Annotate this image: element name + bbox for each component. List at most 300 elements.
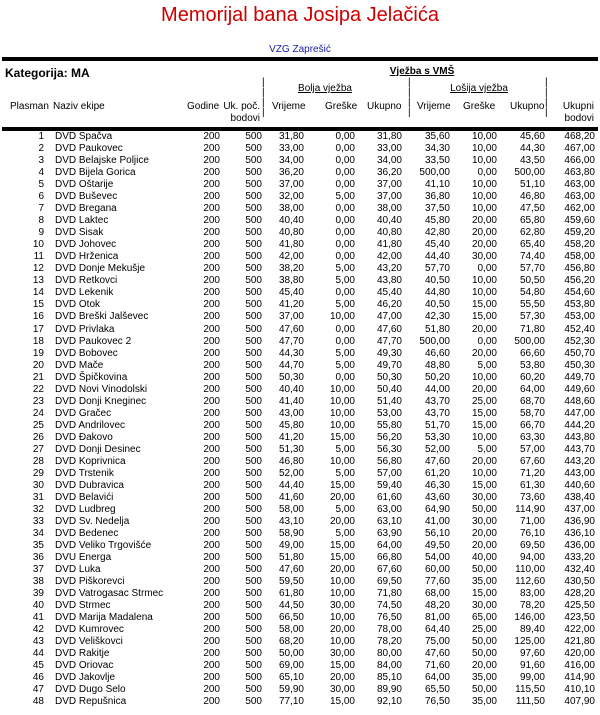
table-row <box>0 179 600 191</box>
cell-total-points: 433,20 <box>564 552 595 564</box>
cell-team-name: DVD Belavići <box>55 491 114 503</box>
col-header-better-vrijeme: Vrijeme <box>272 101 306 112</box>
cell-worse-time: 33,50 <box>424 155 450 167</box>
cell-team-name: DVD Paukovec <box>55 143 123 155</box>
table-row <box>0 299 600 311</box>
cell-total-points: 463,80 <box>564 167 595 179</box>
cell-start-points: 500 <box>245 419 262 431</box>
cell-worse-total: 112,60 <box>515 576 545 588</box>
cell-worse-faults: 20,00 <box>471 347 497 359</box>
col-header-better-greske: Greške <box>325 101 358 112</box>
cell-worse-faults: 35,00 <box>471 576 497 588</box>
cell-better-total: 50,40 <box>376 383 402 395</box>
cell-better-time: 40,80 <box>278 227 304 239</box>
cell-years: 200 <box>203 131 220 142</box>
cell-worse-faults: 15,00 <box>471 588 497 600</box>
cell-worse-total: 57,00 <box>519 443 545 455</box>
cell-better-faults: 0,00 <box>335 371 355 383</box>
column-separator: | | | | <box>408 77 411 118</box>
cell-total-points: 438,40 <box>564 491 595 503</box>
cell-worse-total: 114,90 <box>515 503 545 515</box>
cell-total-points: 440,60 <box>564 479 595 491</box>
cell-team-name: DVD Johovec <box>55 239 117 251</box>
cell-better-total: 56,20 <box>376 431 402 443</box>
cell-total-points: 420,00 <box>564 648 595 660</box>
cell-total-points: 467,00 <box>564 143 595 155</box>
cell-worse-total: 50,50 <box>519 275 545 287</box>
group-header: Vježba s VMŠ <box>389 66 455 77</box>
cell-start-points: 500 <box>245 179 262 191</box>
cell-better-time: 51,30 <box>278 443 304 455</box>
cell-total-points: 453,80 <box>564 299 595 311</box>
cell-better-faults: 10,00 <box>329 455 355 467</box>
cell-years: 200 <box>203 540 220 552</box>
cell-worse-total: 69,50 <box>519 540 545 552</box>
cell-better-time: 43,10 <box>278 516 304 527</box>
cell-total-points: 458,00 <box>564 251 595 263</box>
cell-team-name: DVD Luka <box>55 564 101 576</box>
cell-worse-time: 34,30 <box>424 143 450 155</box>
cell-start-points: 500 <box>245 576 262 588</box>
col-header-ukupni: Ukupni <box>562 101 594 112</box>
cell-worse-time: 71,60 <box>424 660 450 672</box>
cell-worse-faults: 35,00 <box>471 696 497 708</box>
col-header-ukupni-2: bodovi <box>564 113 594 124</box>
cell-worse-time: 47,60 <box>424 455 450 467</box>
cell-team-name: DVD Laktec <box>55 215 109 227</box>
cell-worse-time: 64,40 <box>424 624 450 636</box>
cell-years: 200 <box>203 600 220 612</box>
cell-better-total: 31,80 <box>376 131 402 142</box>
cell-better-time: 52,00 <box>278 467 304 479</box>
cell-worse-total: 43,50 <box>519 155 545 167</box>
cell-years: 200 <box>203 155 220 167</box>
cell-team-name: DVD Dugo Selo <box>55 684 126 696</box>
table-row <box>0 372 600 384</box>
cell-rank: 17 <box>32 323 44 335</box>
organizer-link[interactable]: VZG Zaprešić <box>269 44 331 55</box>
cell-total-points: 450,30 <box>564 359 595 371</box>
cell-years: 200 <box>203 576 220 588</box>
cell-worse-faults: 20,00 <box>471 540 497 552</box>
cell-start-points: 500 <box>245 131 262 142</box>
cell-start-points: 500 <box>245 443 262 455</box>
cell-team-name: DVD Dubravica <box>55 479 124 491</box>
cell-total-points: 449,60 <box>564 383 595 395</box>
cell-better-total: 80,00 <box>376 648 402 660</box>
cell-team-name: DVD Veliko Trgovišće <box>55 540 152 552</box>
cell-rank: 27 <box>32 443 44 455</box>
cell-team-name: DVD Sv. Nedelja <box>55 516 130 527</box>
cell-worse-total: 83,00 <box>519 588 545 600</box>
cell-total-points: 456,20 <box>564 275 595 287</box>
cell-start-points: 500 <box>245 564 262 576</box>
cell-better-faults: 0,00 <box>335 227 355 239</box>
cell-better-faults: 0,00 <box>335 239 355 251</box>
cell-better-faults: 0,00 <box>335 131 355 142</box>
cell-better-total: 33,00 <box>376 143 402 155</box>
table-row <box>0 432 600 444</box>
table-row <box>0 600 600 612</box>
cell-total-points: 466,00 <box>564 155 595 167</box>
table-row <box>0 384 600 396</box>
cell-better-total: 85,10 <box>376 672 402 684</box>
cell-worse-time: 49,50 <box>424 540 450 552</box>
better-exercise-header: Bolja vježba <box>298 83 352 94</box>
cell-worse-total: 55,50 <box>519 299 545 311</box>
cell-better-total: 45,40 <box>376 287 402 299</box>
table-row <box>0 143 600 155</box>
table-row <box>0 396 600 408</box>
cell-start-points: 500 <box>245 648 262 660</box>
cell-worse-time: 37,50 <box>424 203 450 215</box>
cell-better-total: 46,20 <box>376 299 402 311</box>
cell-years: 200 <box>203 612 220 624</box>
cell-start-points: 500 <box>245 239 262 251</box>
cell-team-name: DVD Marija Madalena <box>55 612 153 624</box>
cell-start-points: 500 <box>245 696 262 708</box>
cell-better-total: 63,10 <box>376 516 402 527</box>
cell-start-points: 500 <box>245 323 262 335</box>
cell-rank: 21 <box>32 371 44 383</box>
table-row <box>0 456 600 468</box>
cell-worse-total: 76,10 <box>519 528 545 540</box>
cell-better-total: 49,70 <box>376 359 402 371</box>
cell-better-time: 41,20 <box>278 299 304 311</box>
cell-years: 200 <box>203 564 220 576</box>
cell-worse-time: 56,10 <box>424 528 450 540</box>
cell-worse-faults: 0,00 <box>477 335 497 347</box>
cell-years: 200 <box>203 672 220 684</box>
cell-total-points: 463,00 <box>564 179 595 191</box>
cell-team-name: DVD Gračec <box>55 407 112 419</box>
cell-better-total: 40,80 <box>376 227 402 239</box>
cell-worse-faults: 10,00 <box>471 203 497 215</box>
cell-years: 200 <box>203 479 220 491</box>
table-row <box>0 227 600 239</box>
cell-better-faults: 15,00 <box>329 660 355 672</box>
cell-worse-time: 64,90 <box>424 503 450 515</box>
cell-better-time: 59,90 <box>278 684 304 696</box>
table-row <box>0 516 600 528</box>
cell-worse-time: 48,20 <box>424 600 450 612</box>
cell-worse-faults: 5,00 <box>477 443 497 455</box>
cell-total-points: 456,80 <box>564 263 595 275</box>
cell-start-points: 500 <box>245 636 262 648</box>
table-row <box>0 492 600 504</box>
cell-better-faults: 30,00 <box>329 600 355 612</box>
cell-better-faults: 20,00 <box>329 491 355 503</box>
cell-better-total: 63,00 <box>376 503 402 515</box>
cell-better-faults: 15,00 <box>329 552 355 564</box>
cell-worse-total: 54,80 <box>519 287 545 299</box>
cell-worse-time: 42,80 <box>424 227 450 239</box>
cell-start-points: 500 <box>245 155 262 167</box>
cell-rank: 8 <box>38 215 44 227</box>
cell-years: 200 <box>203 347 220 359</box>
cell-worse-time: 44,80 <box>424 287 450 299</box>
cell-start-points: 500 <box>245 383 262 395</box>
cell-start-points: 500 <box>245 552 262 564</box>
cell-better-faults: 0,00 <box>335 287 355 299</box>
cell-better-faults: 0,00 <box>335 251 355 263</box>
cell-better-time: 49,00 <box>278 540 304 552</box>
cell-rank: 30 <box>32 479 44 491</box>
cell-better-total: 84,00 <box>376 660 402 672</box>
cell-worse-time: 43,60 <box>424 491 450 503</box>
cell-better-time: 68,20 <box>278 636 304 648</box>
cell-rank: 19 <box>32 347 44 359</box>
table-row <box>0 348 600 360</box>
cell-years: 200 <box>203 467 220 479</box>
cell-worse-faults: 20,00 <box>471 660 497 672</box>
table-row <box>0 275 600 287</box>
cell-years: 200 <box>203 167 220 179</box>
cell-better-faults: 20,00 <box>329 516 355 527</box>
cell-worse-total: 68,70 <box>519 395 545 407</box>
cell-better-faults: 20,00 <box>329 624 355 636</box>
cell-start-points: 500 <box>245 167 262 179</box>
cell-team-name: DVD Donje Mekušje <box>55 263 146 275</box>
cell-better-total: 42,00 <box>376 251 402 263</box>
cell-team-name: DVD Piškorevci <box>55 576 125 588</box>
cell-worse-time: 36,80 <box>424 191 450 203</box>
cell-years: 200 <box>203 143 220 155</box>
cell-rank: 6 <box>38 191 44 203</box>
cell-better-faults: 10,00 <box>329 395 355 407</box>
cell-worse-time: 47,60 <box>424 648 450 660</box>
cell-better-time: 46,80 <box>278 455 304 467</box>
cell-worse-total: 62,80 <box>519 227 545 239</box>
cell-rank: 12 <box>32 263 44 275</box>
cell-better-total: 47,00 <box>376 311 402 323</box>
cell-better-total: 36,20 <box>376 167 402 179</box>
cell-rank: 48 <box>32 696 44 708</box>
cell-better-faults: 10,00 <box>329 407 355 419</box>
cell-worse-total: 73,60 <box>519 491 545 503</box>
cell-better-faults: 5,00 <box>335 467 355 479</box>
cell-worse-total: 57,30 <box>519 311 545 323</box>
cell-years: 200 <box>203 275 220 287</box>
cell-worse-faults: 15,00 <box>471 299 497 311</box>
cell-team-name: DVD Špičkovina <box>55 371 128 383</box>
cell-better-faults: 0,00 <box>335 179 355 191</box>
cell-better-total: 78,00 <box>376 624 402 636</box>
col-header-uk-poc: Uk. poč. <box>223 101 260 112</box>
cell-worse-time: 46,30 <box>424 479 450 491</box>
table-row <box>0 203 600 215</box>
cell-worse-total: 61,30 <box>519 479 545 491</box>
cell-better-time: 58,90 <box>278 528 304 540</box>
cell-worse-faults: 20,00 <box>471 383 497 395</box>
cell-better-faults: 0,00 <box>335 215 355 227</box>
cell-better-time: 38,80 <box>278 275 304 287</box>
cell-team-name: DVD Koprivnica <box>55 455 126 467</box>
cell-team-name: DVD Breški Jalševec <box>55 311 149 323</box>
cell-team-name: DVD Kumrovec <box>55 624 124 636</box>
cell-better-total: 61,60 <box>376 491 402 503</box>
cell-years: 200 <box>203 263 220 275</box>
cell-better-time: 51,80 <box>278 552 304 564</box>
cell-better-total: 37,00 <box>376 179 402 191</box>
cell-rank: 10 <box>32 239 44 251</box>
cell-worse-faults: 65,00 <box>471 612 497 624</box>
cell-worse-total: 63,30 <box>519 431 545 443</box>
cell-total-points: 458,20 <box>564 239 595 251</box>
cell-start-points: 500 <box>245 588 262 600</box>
col-header-uk-poc-2: bodovi <box>230 113 260 124</box>
cell-rank: 33 <box>32 516 44 527</box>
cell-total-points: 443,20 <box>564 455 595 467</box>
cell-worse-time: 77,60 <box>424 576 450 588</box>
cell-worse-faults: 10,00 <box>471 191 497 203</box>
cell-team-name: DVD Donji Desinec <box>55 443 141 455</box>
cell-worse-faults: 10,00 <box>471 371 497 383</box>
cell-better-time: 40,40 <box>278 215 304 227</box>
cell-better-time: 37,00 <box>278 179 304 191</box>
cell-better-faults: 30,00 <box>329 648 355 660</box>
cell-better-time: 38,20 <box>278 263 304 275</box>
cell-rank: 47 <box>32 684 44 696</box>
cell-years: 200 <box>203 359 220 371</box>
cell-worse-time: 44,40 <box>424 251 450 263</box>
cell-team-name: DVD Belajske Poljice <box>55 155 149 167</box>
cell-years: 200 <box>203 395 220 407</box>
cell-worse-faults: 10,00 <box>471 155 497 167</box>
cell-start-points: 500 <box>245 203 262 215</box>
table-row <box>0 167 600 179</box>
cell-years: 200 <box>203 528 220 540</box>
cell-total-points: 422,00 <box>564 624 595 636</box>
cell-total-points: 459,60 <box>564 215 595 227</box>
cell-worse-total: 44,30 <box>519 143 545 155</box>
cell-worse-faults: 20,00 <box>471 528 497 540</box>
cell-better-total: 89,90 <box>376 684 402 696</box>
cell-start-points: 500 <box>245 455 262 467</box>
cell-total-points: 468,20 <box>564 131 595 142</box>
cell-worse-total: 71,80 <box>519 323 545 335</box>
table-row <box>0 191 600 203</box>
cell-team-name: DVD Novi Vinodolski <box>55 383 148 395</box>
cell-better-faults: 30,00 <box>329 684 355 696</box>
cell-team-name: DVD Oriovac <box>55 660 114 672</box>
table-row <box>0 564 600 576</box>
table-row <box>0 444 600 456</box>
cell-better-time: 66,50 <box>278 612 304 624</box>
cell-rank: 38 <box>32 576 44 588</box>
cell-start-points: 500 <box>245 660 262 672</box>
cell-rank: 34 <box>32 528 44 540</box>
cell-worse-time: 54,00 <box>424 552 450 564</box>
cell-better-faults: 5,00 <box>335 299 355 311</box>
cell-worse-faults: 10,00 <box>471 131 497 142</box>
cell-total-points: 416,00 <box>564 660 595 672</box>
cell-worse-total: 47,50 <box>519 203 545 215</box>
cell-total-points: 448,60 <box>564 395 595 407</box>
cell-worse-time: 51,80 <box>424 323 450 335</box>
cell-better-faults: 10,00 <box>329 419 355 431</box>
cell-better-time: 58,00 <box>278 503 304 515</box>
cell-worse-faults: 15,00 <box>471 419 497 431</box>
table-row <box>0 528 600 540</box>
cell-better-time: 50,00 <box>278 648 304 660</box>
cell-worse-faults: 10,00 <box>471 179 497 191</box>
cell-better-total: 67,60 <box>376 564 402 576</box>
col-header-plasman: Plasman <box>10 101 49 112</box>
cell-years: 200 <box>203 215 220 227</box>
cell-years: 200 <box>203 227 220 239</box>
cell-worse-total: 46,80 <box>519 191 545 203</box>
cell-better-time: 43,00 <box>278 407 304 419</box>
cell-better-time: 40,40 <box>278 383 304 395</box>
cell-years: 200 <box>203 516 220 527</box>
cell-team-name: DVD Mače <box>55 359 104 371</box>
cell-better-faults: 15,00 <box>329 431 355 443</box>
cell-start-points: 500 <box>245 684 262 696</box>
cell-start-points: 500 <box>245 528 262 540</box>
cell-rank: 13 <box>32 275 44 287</box>
table-row <box>0 131 600 143</box>
cell-better-total: 57,00 <box>376 467 402 479</box>
cell-rank: 32 <box>32 503 44 515</box>
cell-team-name: DVD Donji Kneginec <box>55 395 147 407</box>
cell-rank: 45 <box>32 660 44 672</box>
cell-worse-faults: 30,00 <box>471 491 497 503</box>
cell-worse-time: 64,00 <box>424 672 450 684</box>
cell-worse-faults: 15,00 <box>471 407 497 419</box>
cell-rank: 37 <box>32 564 44 576</box>
cell-better-time: 47,70 <box>278 335 304 347</box>
cell-worse-total: 51,10 <box>519 179 545 191</box>
cell-better-total: 56,80 <box>376 455 402 467</box>
cell-worse-time: 61,20 <box>424 467 450 479</box>
worse-exercise-header: Lošija vježba <box>450 83 508 94</box>
cell-team-name: DVD Đakovo <box>55 431 113 443</box>
cell-better-time: 44,30 <box>278 347 304 359</box>
cell-better-faults: 5,00 <box>335 191 355 203</box>
cell-better-total: 76,50 <box>376 612 402 624</box>
cell-worse-total: 45,60 <box>519 131 545 142</box>
cell-years: 200 <box>203 455 220 467</box>
cell-worse-total: 65,80 <box>519 215 545 227</box>
cell-better-time: 45,80 <box>278 419 304 431</box>
cell-start-points: 500 <box>245 540 262 552</box>
table-row <box>0 576 600 588</box>
cell-rank: 3 <box>38 155 44 167</box>
cell-better-faults: 10,00 <box>329 576 355 588</box>
cell-total-points: 410,10 <box>564 684 595 696</box>
cell-better-faults: 20,00 <box>329 564 355 576</box>
cell-team-name: DVD Privlaka <box>55 323 115 335</box>
col-header-naziv: Naziv ekipe <box>53 101 105 112</box>
cell-better-time: 33,00 <box>278 143 304 155</box>
cell-worse-faults: 35,00 <box>471 672 497 684</box>
table-row <box>0 612 600 624</box>
cell-better-total: 59,40 <box>376 479 402 491</box>
cell-start-points: 500 <box>245 503 262 515</box>
table-row <box>0 239 600 251</box>
cell-total-points: 443,00 <box>564 467 595 479</box>
cell-total-points: 443,80 <box>564 431 595 443</box>
cell-rank: 28 <box>32 455 44 467</box>
cell-better-total: 63,90 <box>376 528 402 540</box>
cell-rank: 18 <box>32 335 44 347</box>
cell-total-points: 432,40 <box>564 564 595 576</box>
cell-years: 200 <box>203 311 220 323</box>
cell-better-total: 40,40 <box>376 215 402 227</box>
cell-worse-total: 65,40 <box>519 239 545 251</box>
cell-rank: 43 <box>32 636 44 648</box>
